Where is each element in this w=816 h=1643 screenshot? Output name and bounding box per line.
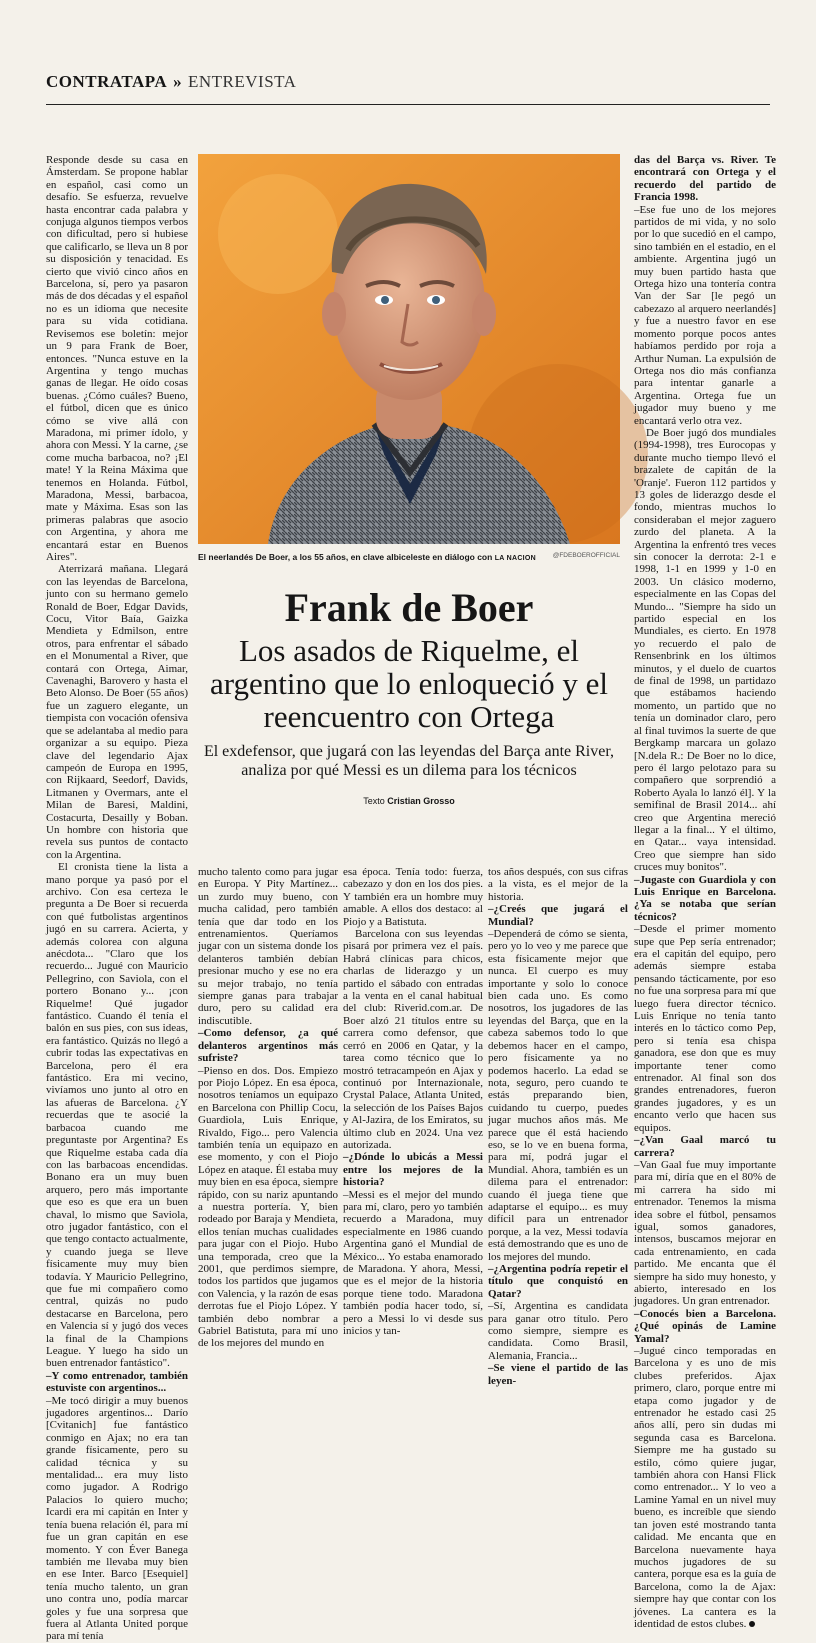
interview-question: –Y como entrenador, también estuviste con argentinos... xyxy=(46,1369,188,1395)
article-paragraph: El cronista tiene la lista a mano porque ya pasó por el archivo. Con esa certeza le pregunta a De Boer si recuerda con qué futbolistas argentinos jugó en su carrera. Acierta, y además colorea con alguna anécdota... "Claro que los recuerdo... Jugué con Mauricio Pellegrino, con Saviola, con el portero Bonano y... ¡con Riquelme! Qué jugador fantástico. Cuando él tenía el balón en sus pies, con sus ideas, era fantástico. Quizás no llegó a cubrir todas las expectativas en Barcelona, pero él era fantástico. Era mi vecino, vivíamos uno junto al otro en las afueras de Barcelona. ¿Y recuerdas que te asocié la barbacoa cuando me preguntaste por Argentina? Es que Riquelme estaba cada día con las barbacoas encendidas. Bonano era un muy buen arquero, pero más importante que eso es que era un buen chaval, lo mismo que Saviola, otro jugador fantástico, con el que tengo contacto actualmente, y cuando juega se lleve físicamente muy muy bien todavía. Y Mauricio Pellegrino, que fue mi compañero como central, quizás no pudo destacarse en Barcelona, pero en Valencia sí y jugó dos veces la final de la Champions League. Y luego ha sido un buen entrenador fantástico". xyxy=(46,861,188,1370)
header-rule xyxy=(46,104,770,105)
caption-brand: LA NACION xyxy=(494,555,537,562)
byline xyxy=(198,796,620,806)
article-title xyxy=(198,586,620,733)
article-paragraph: –Sí, Argentina es candidata para ganar otro título. Pero como siempre, siempre es candidata. Como Brasil, Alemania, Francia... xyxy=(488,1300,628,1362)
photo-credit: @FDEBOEROFFICIAL xyxy=(552,552,620,559)
section-arrow-icon: » xyxy=(173,72,183,91)
article-paragraph: Responde desde su casa en Ámsterdam. Se propone hablar en español, casi como un desafío. Se esfuerza, revuelve hasta encontrar cada palabra y conjuga algunos tiempos verbos con dificultad, pero si hubiese que calificarlo, se lleva un 8 por su disposición y tenacidad. Es cierto que vivió cinco años en Barcelona, sí, pero ya pasaron más de dos décadas y el español no es un idioma que necesite para su vida cotidiana. Revisemos ese boletín: mejor un 9 para Frank de Boer, entonces. "Nunca estuve en la Argentina y tengo muchas ganas de llegar. He oído cosas buenas. ¿Cómo cuáles? Bueno, el fútbol, dicen que es único cómo se vive allá con Maradona, mi primer ídolo, y ahora con Messi. Y la carne, ¿se come mucha barbacoa, no? ¡El mate! Y la Reina Máxima que tenemos en Holanda. Fútbol, Maradona, Messi, barbacoa, mate y Máxima. Esas son las primeras palabras que asocio con Argentina, y ahora me encantará estar en Buenos Aires". xyxy=(46,154,188,563)
section-name[interactable]: CONTRATAPA xyxy=(46,72,168,91)
interview-question: –¿Creés que jugará el Mundial? xyxy=(488,903,628,928)
article-paragraph: tos años después, con sus cifras a la vista, es el mejor de la historia. xyxy=(488,866,628,903)
article-paragraph: –Dependerá de cómo se sienta, pero yo lo veo y me parece que esta físicamente mejor que nunca. El cuerpo es muy importante y solo lo conoce bien cada uno. Es como nosotros, los jugadores de las leyendas del Barça, que en la cabeza sabemos todo lo que debemos hacer en el campo, pero físicamente ya no podemos hacerlo. La edad se nota, seguro, pero cuando te estás preparando bien, cuidando tu cuerpo, puedes jugar muchos años más. Me parece que él está haciendo eso, se lo ve en buena forma, para mí, podrá jugar el Mundial. Ahora, también es un dilema para el entrenador: cuando él juega tiene que adaptarse el equipo... es muy difícil para un entrenador porque, a la vez, Messi todavía está demostrando que es uno de los mejores del mundo. xyxy=(488,928,628,1263)
frank-de-boer-portrait xyxy=(198,154,620,544)
interview-question: –¿Dónde lo ubicás a Messi entre los mejores de la historia? xyxy=(343,1151,483,1189)
article-paragraph: Barcelona con sus leyendas pisará por primera vez el país. Habrá clínicas para chicos, charlas de liderazgo y un partido el sábado con entradas a la venta en el canal habitual del club: Riverid.com.ar. De Boer alzó 21 títulos entre su carrera como defensor, que cerró en 2006 en Qatar, y la tarea como técnico que lo mostró tetracampeón en Ajax y continuó por Internazionale, Crystal Palace, Atlanta United, la selección de los Países Bajos y Al-Jazira, de los Emiratos, su último club en 2024. Una vez autorizada. xyxy=(343,928,483,1151)
article-paragraph: Aterrizará mañana. Llegará con las leyendas de Barcelona, junto con su hermano gemelo Ronald de Boer, Edgar Davids, Cocu, Vitor Baía, Gaizka Mendieta y Edmilson, entre otros, para enfrentar el sábado en el Monumental a River, que contará con Ortega, Aimar, Cavenaghi, Barovero y hasta el Beto Alonso. De Boer (55 años) fue un zaguero elegante, un tiempista con vocación ofensiva que se adelantaba al medio para organizar a su equipo. Pieza clave del legendario Ajax campeón de Europa en 1995, con Rijkaard, Seedorf, Davids, Litmanen y Overmars, ante el Milan de Baresi, Maldini, Costacurta, Desailly y Boban. Un hombre con historia que revela sus puntos de contacto con la Argentina. xyxy=(46,563,188,861)
article-paragraph: De Boer jugó dos mundiales (1994-1998), tres Eurocopas y durante mucho tiempo llevó el brazalete de capitán de la 'Oranje'. Fueron 112 partidos y 13 goles de liderazgo desde el fondo, mientras muchos lo consideraban el mejor zaguero zurdo del planeta. A la Argentina la enfrentó tres veces sin conocer la derrota: 2-1 e 1998, 1-1 en 1999 y 1-0 en 2003. Un clásico moderno, especialmente en las Copas del Mundo... "Siempre ha sido un partido especial en los Mundiales, es cierto. En 1978 yo recuerdo el palo de Rensenbrink en los últimos minutos, y el duelo de cuartos de final de 1998, un partidazo que estábamos haciendo momento, un partido que no tenía un dominador claro, pero al final tuvimos la suerte de que Bergkamp marcara un golazo [N.dela R.: De Boer no lo dice, pero él largo pelotazo para su compañero que sorprendió a Roberto Ayala lo lanzó él]. Y la semifinal de Brasil 2014... ahí creo que Argentina mereció llegar a la final... Y el último, en Qatar... vaya intensidad. Creo que siempre han sido cruces muy bonitos". xyxy=(634,426,776,874)
interview-question: –¿Argentina podría repetir el título que conquistó en Qatar? xyxy=(488,1263,628,1300)
photo-caption xyxy=(198,552,620,562)
interview-question: das del Barça vs. River. Te encontrará con Ortega y el recuerdo del partido de Francia 1998. xyxy=(634,154,776,204)
article-paragraph: –Pienso en dos. Dos. Empiezo por Piojo López. En esa época, nosotros teníamos un equipazo en Barcelona con Phillip Cocu, Guardiola, Luis Enrique, Rivaldo, Figo... pero Valencia también tenía un equipazo en ese momento, y con el Piojo López en ataque. Él estaba muy muy bien en esa época, siempre rápido, con su nariz apuntando a nuestra portería. Y, bien rodeado por Baraja y Mendieta, ellos tenían muchas cualidades para jugar con el Piojo. Hubo una temporada, creo que la 2001, que perdimos siempre, todos los partidos que jugamos con Valencia, y la razón de esas derrotas fue el Piojo López. Y también debo nombrar a Gabriel Batistuta, para mí uno de los mejores del mundo en xyxy=(198,1064,338,1350)
article-column-left xyxy=(46,154,188,1643)
interviewee-name: Frank de Boer xyxy=(284,585,534,630)
article-paragraph: esa época. Tenía todo: fuerza, cabezazo y don en los dos pies. Y también era un hombre muy amable. A ellos dos destaco: al Piojo y a Batistuta. xyxy=(343,866,483,928)
interview-question: –Jugaste con Guardiola y con Luis Enrique en Barcelona. ¿Ya se notaba que serían técnicos? xyxy=(634,873,776,923)
article-column-bottom-1 xyxy=(198,866,338,1350)
section-header xyxy=(46,72,296,92)
article-paragraph: –Me tocó dirigir a muy buenos jugadores argentinos... Darío [Cvitanich] fue fantástico conmigo en Ajax; no era tan grande físicamente, pero su calidad técnica y su mentalidad... era muy listo como jugador. A Rodrigo Palacios lo quiero mucho; Icardi era mi capitán en Inter y tenía buena relación él, para mí fue un gran capitán en ese momento. Y con Éver Banega también me llevaba muy bien en ese Inter. Barco [Esequiel] tenía mucho talento, un gran uno contra uno, podía marcar goles y fue una sorpresa que fuera al Atlanta United porque para mí tenía xyxy=(46,1394,188,1643)
article-column-bottom-3 xyxy=(488,866,628,1387)
article-column-bottom-2 xyxy=(343,866,483,1338)
end-of-article-icon xyxy=(749,1621,755,1627)
article-paragraph: –Messi es el mejor del mundo para mí, claro, pero yo también recuerdo a Maradona, muy especialmente en 1986 cuando Argentina ganó el Mundial de México... Yo estaba enamorado de Maradona. Y ahora, Messi, que es el mejor de la historia porque tiene todo. Maradona también podía hacer todo, sí, pero a Messi lo vi desde sus inicios y tan- xyxy=(343,1188,483,1338)
article-paragraph: –Ese fue uno de los mejores partidos de mi vida, y no solo por lo que sucedió en el campo, sino también en el estadio, en el ambiente. Argentina jugó un muy buen partido hasta que Ortega hizo una tontería contra Van der Sar [le pegó un cabezazo al arquero neerlandés] y fue a nuestro favor en ese momento porque pocos antes habíamos perdido por roja a Arthur Numan. La expulsión de Ortega nos dio más confianza para intentar ganarle a Argentina. Ortega fue un jugador muy bueno y me encantará verlo otra vez. xyxy=(634,203,776,427)
article-paragraph: –Jugué cinco temporadas en Barcelona y es uno de mis clubes preferidos. Ajax primero, claro, porque entre mi etapa como jugador y de entrenador he estado casi 25 años allí, pero sin dudas mi segunda casa es Barcelona. Siempre me ha gustado su estilo, cómo quiere jugar, también ahora con Hansi Flick como entrenador... Y lo veo a Lamine Yamal en un nivel muy bueno, es increíble que siendo tan joven esté mostrando tanta calidad. Me encanta que en Barcelona nuevamente haya muchos jugadores de su cantera, porque esa es la guía de Barcelona, como la de Ajax: siempre hay que contar con los jóvenes. La cantera es la identidad de estos clubes. xyxy=(634,1345,777,1630)
interview-question: –Como defensor, ¿a qué delanteros argentinos más sufriste? xyxy=(198,1027,338,1065)
caption-text: El neerlandés De Boer, a los 55 años, en clave albiceleste en diálogo con xyxy=(198,552,493,562)
interview-question: –Conocés bien a Barcelona. ¿Qué opinás de Lamine Yamal? xyxy=(634,1307,776,1345)
byline-author[interactable]: Cristian Grosso xyxy=(387,796,455,806)
portrait-photo xyxy=(198,154,620,544)
article-paragraph: –Van Gaal fue muy importante para mí, diría que en el 80% de mi carrera ha sido mi entrenador. Tenemos la misma idea sobre el fútbol, pensamos igual, somos ganadores, intensos, buscamos mejorar en cada entrenamiento, en cada partido. Me encanta que él siempre ha sido muy honesto, y abierto, interesado en los jugadores. Un gran entrenador. xyxy=(634,1158,776,1308)
article-paragraph: –Desde el primer momento supe que Pep sería entrenador; era el capitán del equipo, pero además siempre estaba pensando tácticamente, por eso no fue una sorpresa para mí que luego fuera director técnico. Luis Enrique no tenía tanto interés en lo táctico como Pep, pero si tenía esa chispa ganadora, ese don que es muy importante tener como entrenador. Al final son dos grandes entrenadores, fueron grandes jugadores, y es un encanto verlo que hacen sus equipos. xyxy=(634,923,776,1134)
subsection-name[interactable]: ENTREVISTA xyxy=(187,72,297,91)
article-paragraph: mucho talento como para jugar en Europa. Y Pity Martínez... un zurdo muy bueno, con mucha calidad, pero también tenía que dar todo en los entrenamientos. Queríamos jugar con un sistema donde los delanteros también debían presionar mucho y ese no era su mejor trabajo, no tenía siempre ganas para trabajar duro, pero su calidad era indiscutible. xyxy=(198,866,338,1027)
article-headline: Los asados de Riquelme, el argentino que lo enloqueció y el reencuentro con Ortega xyxy=(209,633,608,734)
byline-label: Texto xyxy=(363,796,385,806)
article-column-right xyxy=(634,154,777,1630)
interview-question: –¿Van Gaal marcó tu carrera? xyxy=(634,1134,776,1159)
interview-question: –Se viene el partido de las leyen- xyxy=(488,1362,628,1387)
article-deck: El exdefensor, que jugará con las leyendas del Barça ante River, analiza por qué Messi es un dilema para los técnicos xyxy=(203,743,615,779)
